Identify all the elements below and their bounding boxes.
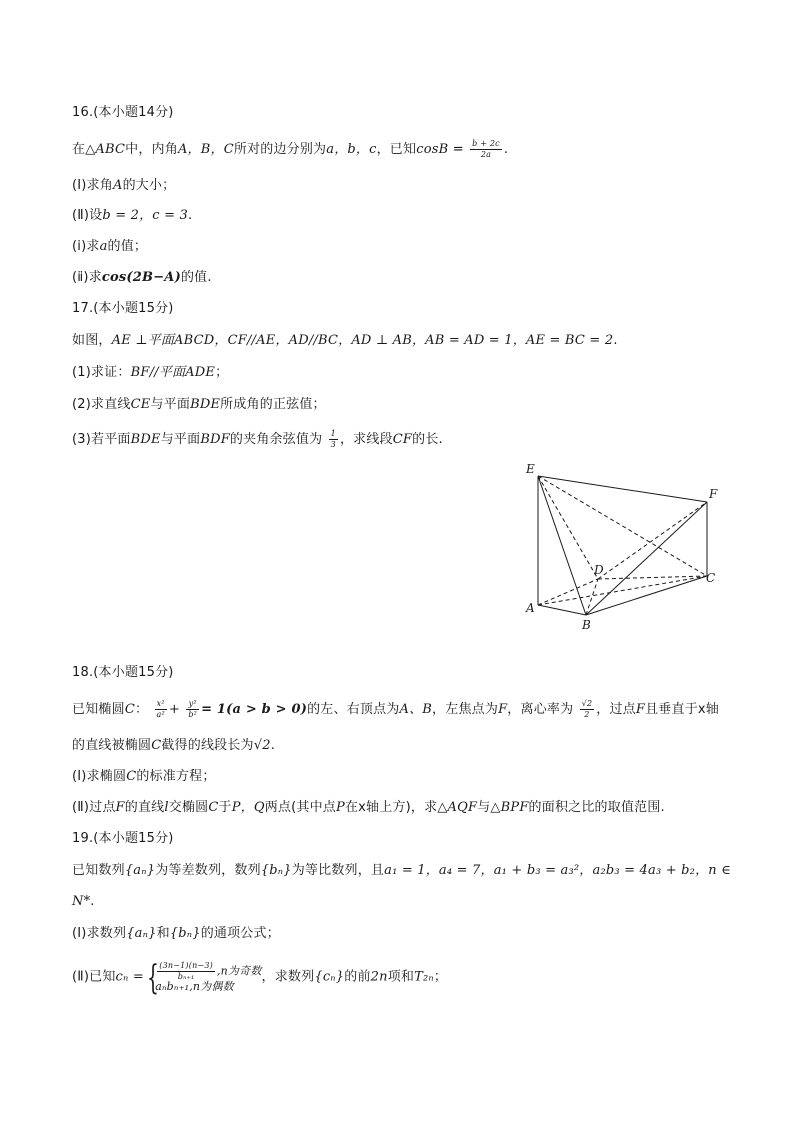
edge-EF (538, 476, 707, 502)
label-F: F (709, 487, 718, 501)
piecewise-odd-case: $\frac{(3n-1)(n-3)}{\text{bₙ₊₁}}$ ,n为奇数 (159, 961, 262, 981)
q19-part1: (Ⅰ)求数列{aₙ}和{bₙ}的通项公式； (72, 926, 280, 941)
q16-part2: (Ⅱ)设b = 2，c = 3. (72, 208, 193, 223)
edge-DF (598, 502, 707, 579)
q16-part1: (Ⅰ)求角A的大小； (72, 178, 176, 193)
q17-part2: (2)求直线CE与平面BDE所成角的正弦值； (72, 397, 326, 412)
piecewise-definition (147, 958, 262, 998)
q18-stem-line1: 已知椭圆C： $\frac{\text{x²}}{\text{a²}}$ + $\frac{\text{y²}}{\text{b²}}$ = 1(a > b > 0)的左、右顶点为A、B，左焦点为F，离心率为 $\frac{√2}{2}$ ，过点F且垂直于x轴 (72, 699, 719, 719)
q18-stem-line2: 的直线被椭圆C截得的线段长为√2. (72, 738, 276, 753)
q16-fraction: $\frac{b + 2c}{2a}$ (472, 139, 500, 159)
q19-header: 19.(本小题15分) (72, 831, 174, 846)
edge-AB (538, 605, 586, 615)
q16-stem: 在△ABC中，内角A，B，C所对的边分别为a，b，c，已知cosB = $\frac{b + 2c}{2a}$ . (72, 139, 509, 159)
q19-part2: (Ⅱ)已知cₙ = { $\frac{(3n-1)(n-3)}{\text{bₙ₊₁}}$ ,n为奇数 aₙbₙ₊₁,n为偶数 ，求数列{cₙ}的前2n项和T₂ₙ； (72, 958, 448, 998)
eccentricity-fraction: $\frac{√2}{2}$ (581, 699, 593, 719)
label-A: A (526, 601, 535, 615)
q17-stem: 如图，AE ⊥平面ABCD，CF//AE，AD//BC，AD ⊥ AB，AB = AD = 1，AE = BC = 2. (72, 333, 618, 348)
ellipse-x-fraction: $\frac{\text{x²}}{\text{a²}}$ (156, 699, 165, 719)
q17-part1: (1)求证：BF//平面ADE； (72, 365, 229, 380)
q18-header: 18.(本小题15分) (72, 665, 174, 680)
q19-stem-line2: N*. (72, 894, 95, 909)
label-C: C (706, 571, 716, 585)
q16-sub1: (ⅰ)求a的值； (72, 239, 148, 254)
edge-BF (586, 502, 707, 615)
ellipse-y-fraction: $\frac{\text{y²}}{\text{b²}}$ (188, 699, 198, 719)
q19-stem-line1: 已知数列{aₙ}为等差数列，数列{bₙ}为等比数列，且a₁ = 1，a₄ = 7，a₁ + b₃ = a₃²，a₂b₃ = 4a₃ + b₂，n ∈ (72, 863, 732, 878)
left-brace: { (147, 958, 160, 998)
edge-BC (586, 576, 707, 615)
q17-figure (520, 460, 730, 635)
q18-part2: (Ⅱ)过点F的直线l交椭圆C于P，Q两点(其中点P在x轴上方)，求△AQF与△BPF的面积之比的取值范围. (72, 800, 665, 815)
q18-part1: (Ⅰ)求椭圆C的标准方程； (72, 769, 216, 784)
q17-header: 17.(本小题15分) (72, 301, 174, 316)
label-D: D (594, 563, 604, 577)
edge-AD (538, 579, 598, 605)
q16-header: 16.(本小题14分) (72, 105, 174, 120)
solid-figure-diagram (520, 460, 730, 635)
piecewise-even-case: aₙbₙ₊₁,n为偶数 (155, 980, 234, 993)
label-B: B (582, 618, 591, 632)
label-E: E (526, 462, 535, 476)
q16-sub2: (ⅱ)求cos(2B−A)的值. (72, 270, 212, 285)
q17-fraction: $\frac{1}{3}$ (330, 429, 336, 449)
q17-part3: (3)若平面BDE与平面BDF的夹角余弦值为 $\frac{1}{3}$ ，求线段CF的长. (72, 429, 443, 449)
